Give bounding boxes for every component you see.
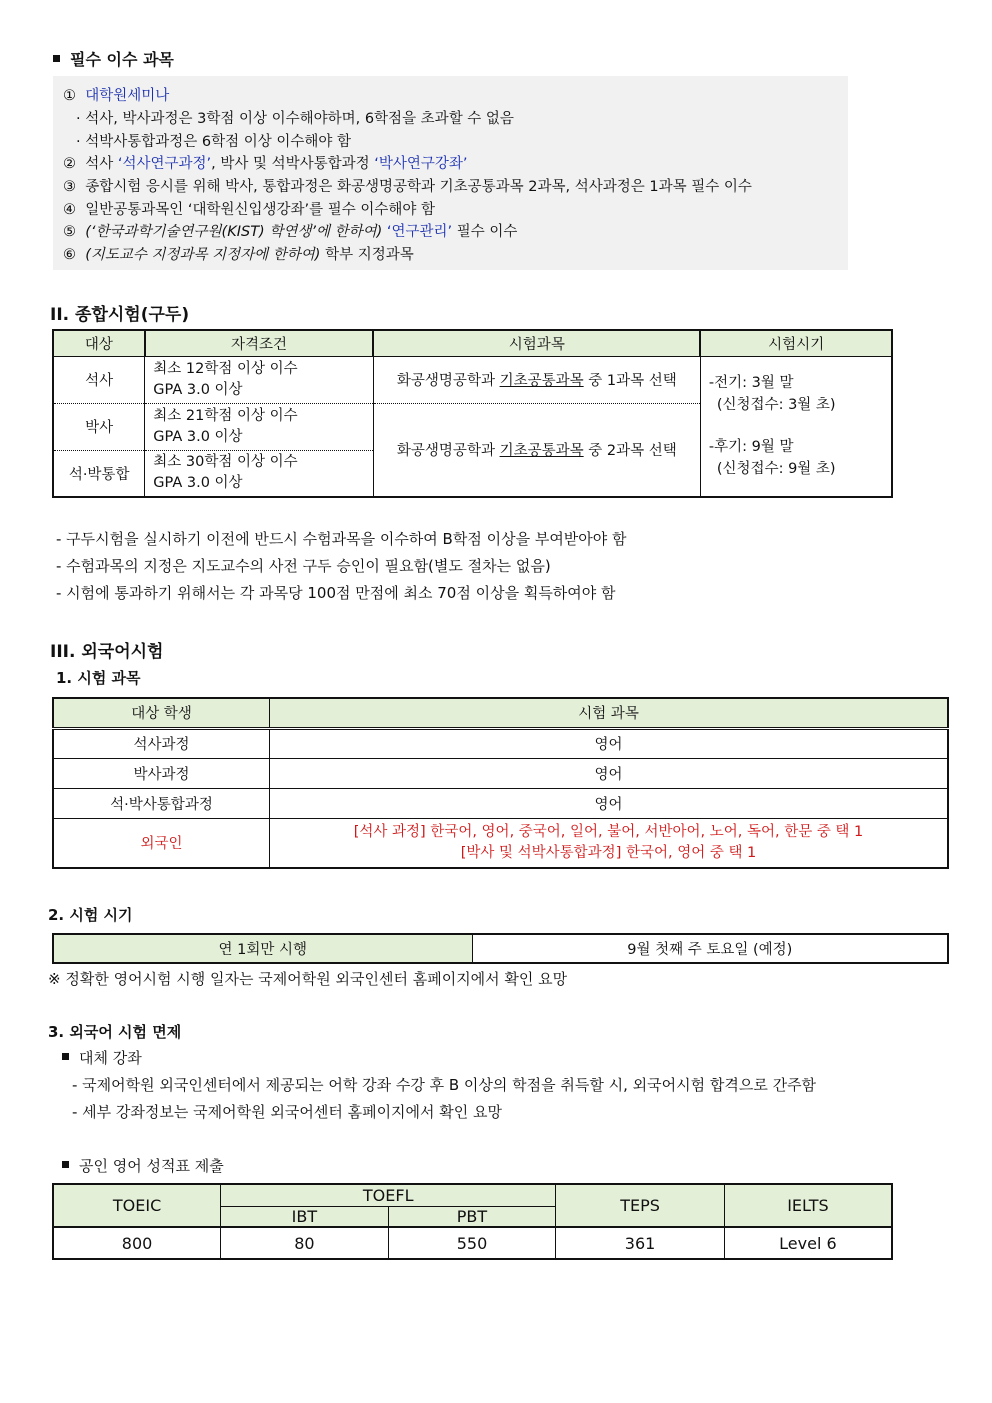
score-heading: 공인 영어 성적표 제출 xyxy=(62,1155,224,1176)
row-subject: 영어 xyxy=(270,758,948,788)
row-target: 박사 xyxy=(53,403,145,450)
row-target: 박사과정 xyxy=(53,758,270,788)
oral-exam-table xyxy=(52,329,893,498)
value-toeic: 800 xyxy=(53,1227,221,1259)
foreign-target: 외국인 xyxy=(53,818,270,868)
header-toeic: TOEIC xyxy=(53,1184,221,1227)
sec2-title: II. 종합시험(구두) xyxy=(50,305,190,325)
required-item-1b: · 석박사통합과정은 6학점 이상 이수해야 함 xyxy=(76,134,351,150)
required-item-4: ④ 일반공통과목인 ‘대학원신입생강좌’를 필수 이수해야 함 xyxy=(63,202,436,218)
required-item-1a: · 석사, 박사과정은 3학점 이상 이수해야하며, 6학점을 초과할 수 없음 xyxy=(76,111,514,127)
row-target: 석사과정 xyxy=(53,728,270,758)
row-condition: 최소 21학점 이상 이수 GPA 3.0 이상 xyxy=(145,403,373,450)
sec2-note: - 수험과목의 지정은 지도교수의 사전 구두 승인이 필요함(별도 절차는 없음) xyxy=(56,557,551,575)
header-teps: TEPS xyxy=(556,1184,725,1227)
row-target: 석·박사통합과정 xyxy=(53,788,270,818)
required-item-3: ③ 종합시험 응시를 위해 박사, 통합과정은 화공생명공학과 기초공통과목 2과목, 석사과정은 1과목 필수 이수 xyxy=(63,179,752,195)
required-item-2: ② 석사 ‘석사연구과정’, 박사 및 석박사통합과정 ‘박사연구강좌’ xyxy=(63,156,468,172)
header-target: 대상 xyxy=(53,330,145,356)
header-target: 대상 학생 xyxy=(53,698,270,728)
required-heading: 필수 이수 과목 xyxy=(53,47,174,70)
sec3-title: III. 외국어시험 xyxy=(50,642,164,662)
header-ibt: IBT xyxy=(221,1206,389,1227)
row-condition: 최소 30학점 이상 이수 GPA 3.0 이상 xyxy=(145,450,373,497)
header-pbt: PBT xyxy=(388,1206,556,1227)
header-timing: 시험시기 xyxy=(700,330,892,356)
header-condition: 자격조건 xyxy=(145,330,373,356)
subject-phd: 화공생명공학과 기초공통과목 중 2과목 선택 xyxy=(373,403,700,497)
timing-date: 9월 첫째 주 토요일 (예정) xyxy=(627,942,793,958)
sec2-note: - 구두시험을 실시하기 이전에 반드시 수험과목을 이수하여 B학점 이상을 부여받아야 함 xyxy=(56,530,627,548)
header-ielts: IELTS xyxy=(724,1184,892,1227)
timing-frequency: 연 1회만 시행 xyxy=(53,934,472,963)
timing-cell: -전기: 3월 말 (신청접수: 3월 초) -후기: 9월 말 (신청접수: 9월 초) xyxy=(700,356,892,497)
value-pbt: 550 xyxy=(388,1227,556,1259)
sec3-sub3: 3. 외국어 시험 면제 xyxy=(48,1023,182,1041)
header-toefl: TOEFL xyxy=(221,1184,556,1206)
required-item-6: ⑥ (지도교수 지정과목 지정자에 한하여) 학부 지정과목 xyxy=(63,247,414,263)
foreign-subject: [석사 과정] 한국어, 영어, 중국어, 일어, 불어, 서반아어, 노어, 독어, 한문 중 택 1 [박사 및 석박사통합과정] 한국어, 영어 중 택 1 xyxy=(353,823,864,861)
required-item-1: ① 대학원세미나 xyxy=(63,88,170,104)
value-ibt: 80 xyxy=(221,1227,389,1259)
sec3-sub1: 1. 시험 과목 xyxy=(56,669,141,687)
required-item-5: ⑤ (‘한국과학기술연구원(KIST) 학연생’에 한하여) ‘연구관리’ 필수 이수 xyxy=(63,224,518,240)
timing-note: ※ 정확한 영어시험 시행 일자는 국제어학원 외국인센터 홈페이지에서 확인 요망 xyxy=(48,970,568,988)
subject-ms: 화공생명공학과 기초공통과목 중 1과목 선택 xyxy=(373,356,700,403)
row-condition: 최소 12학점 이상 이수 GPA 3.0 이상 xyxy=(145,356,373,403)
sec2-note: - 시험에 통과하기 위해서는 각 과목당 100점 만점에 최소 70점 이상을 획득하여야 함 xyxy=(56,584,616,602)
timing-table xyxy=(52,933,949,964)
row-subject: 영어 xyxy=(270,788,948,818)
sec3-sub2: 2. 시험 시기 xyxy=(48,906,133,924)
square-bullet-icon xyxy=(62,1053,69,1060)
square-bullet-icon xyxy=(62,1161,69,1168)
score-table xyxy=(52,1183,893,1260)
alt-note: - 세부 강좌정보는 국제어학원 외국어센터 홈페이지에서 확인 요망 xyxy=(72,1103,503,1121)
alt-heading: 대체 강좌 xyxy=(62,1047,142,1068)
value-teps: 361 xyxy=(556,1227,725,1259)
alt-note: - 국제어학원 외국인센터에서 제공되는 어학 강좌 수강 후 B 이상의 학점을 취득할 시, 외국어시험 합격으로 간주함 xyxy=(72,1076,817,1094)
language-subject-table xyxy=(52,697,949,869)
row-target: 석·박통합 xyxy=(53,450,145,497)
square-bullet-icon xyxy=(53,55,60,62)
header-subject: 시험과목 xyxy=(373,330,700,356)
row-subject: 영어 xyxy=(270,728,948,758)
row-target: 석사 xyxy=(53,356,145,403)
value-ielts: Level 6 xyxy=(779,1233,837,1253)
header-subject: 시험 과목 xyxy=(270,698,948,728)
